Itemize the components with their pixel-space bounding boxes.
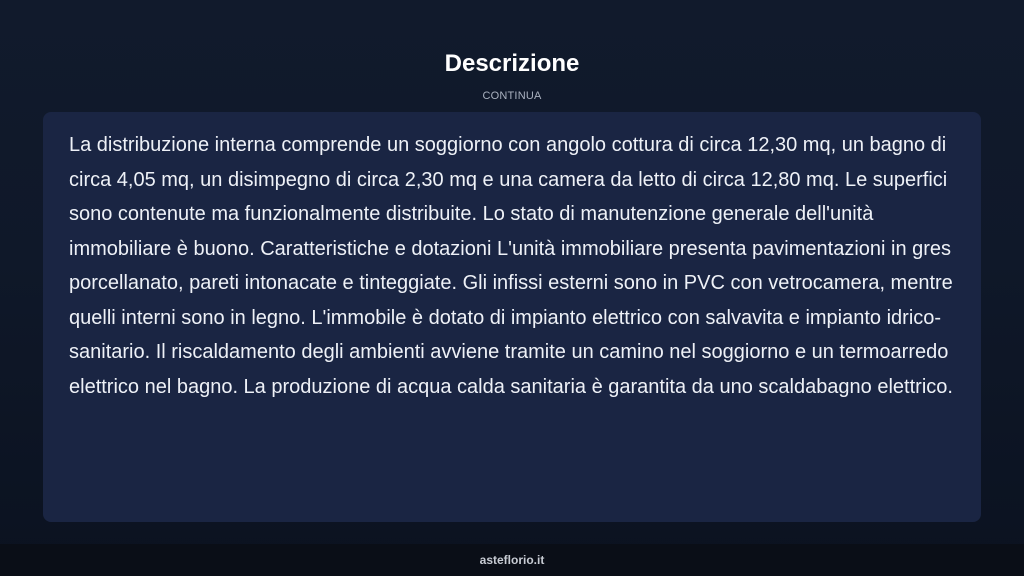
footer-bar — [0, 544, 1024, 576]
continua-label: CONTINUA — [482, 90, 542, 102]
page-title: Descrizione — [444, 50, 580, 77]
footer-site-label: asteflorio.it — [479, 553, 545, 567]
description-text: La distribuzione interna comprende un soggiorno con angolo cottura di circa 12,30 mq, un bagno di circa 4,05 mq, un disimpegno di circa 2,30 mq e una camera da letto di circa 12,80 mq. Le superfici sono contenute ma funzionalmente distribuite. Lo stato di manutenzione generale dell'unità immobiliare è buono. Caratteristiche e dotazioni L'unità immobiliare presenta pavimentazioni in gres porcellanato, pareti intonacate e tinteggiate. Gli infissi esterni sono in PVC con vetrocamera, mentre quelli interni sono in legno. L'immobile è dotato di impianto elettrico con salvavita e impianto idrico-sanitario. Il riscaldamento degli ambienti avviene tramite un camino nel soggiorno e un termoarredo elettrico nel bagno. La produzione di acqua calda sanitaria è garantita da uno scaldabagno elettrico. — [69, 134, 953, 398]
description-card — [43, 112, 981, 522]
